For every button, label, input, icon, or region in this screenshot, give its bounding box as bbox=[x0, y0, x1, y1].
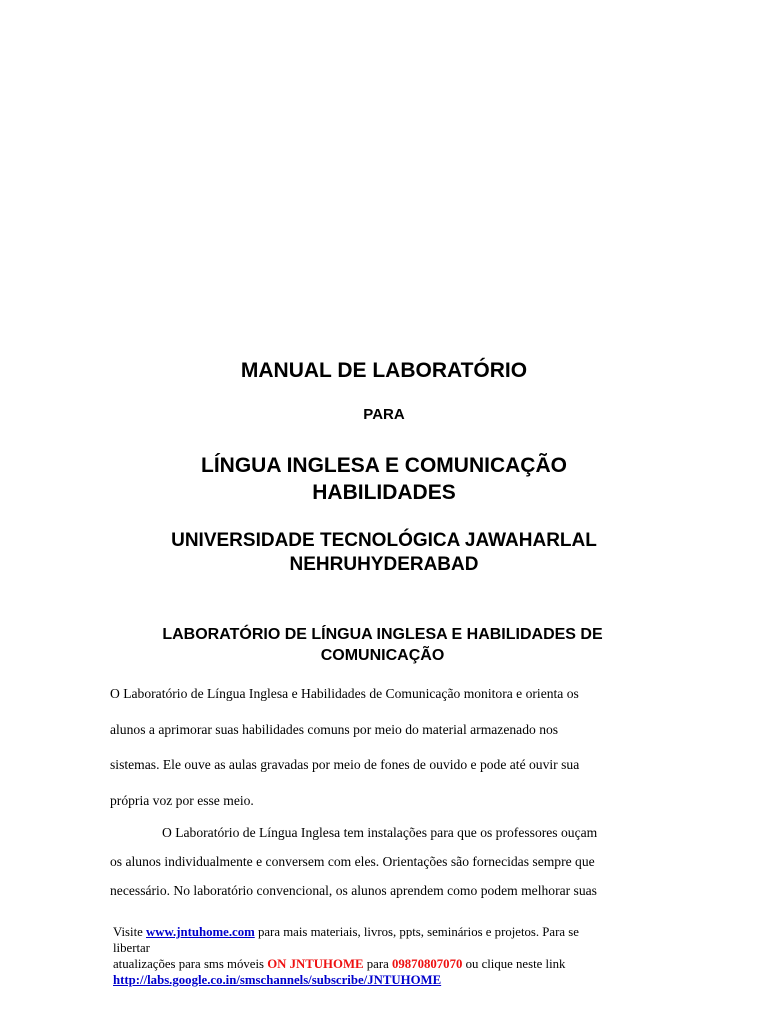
click-text: ou clique neste link bbox=[462, 957, 566, 971]
paragraph-2-line: necessário. No laboratório convencional, os alunos aprendem como podem melhorar suas bbox=[110, 883, 597, 898]
on-jntuhome-text: ON JNTUHOME bbox=[267, 957, 364, 971]
document-title: MANUAL DE LABORATÓRIO bbox=[240, 359, 528, 382]
university-line-2: NEHRUHYDERABAD bbox=[289, 554, 479, 575]
footer-line-1 bbox=[113, 924, 633, 940]
footer-line-2: libertar bbox=[113, 941, 150, 955]
para-word: para bbox=[363, 957, 392, 971]
visit-prefix: Visite bbox=[113, 925, 146, 939]
subject-heading bbox=[0, 452, 768, 506]
footer-line-3 bbox=[113, 956, 633, 972]
section-heading-line-1: LABORATÓRIO DE LÍNGUA INGLESA E HABILIDADES DE bbox=[162, 626, 603, 643]
university-heading bbox=[0, 529, 768, 577]
phone-number: 09870807070 bbox=[391, 957, 463, 971]
visit-suffix: para mais materiais, livros, ppts, seminários e projetos. Para se bbox=[254, 925, 579, 939]
footer-line-4 bbox=[113, 972, 633, 988]
paragraph-2-line: O Laboratório de Língua Inglesa tem instalações para que os professores ouçam bbox=[162, 825, 598, 840]
para-label: PARA bbox=[363, 406, 405, 423]
university-line-1: UNIVERSIDADE TECNOLÓGICA JAWAHARLAL bbox=[171, 530, 597, 551]
section-heading bbox=[110, 624, 655, 666]
updates-prefix: atualizações para sms móveis bbox=[113, 957, 268, 971]
subject-line-1: LÍNGUA INGLESA E COMUNICAÇÃO bbox=[201, 454, 567, 477]
section-heading-line-2: COMUNICAÇÃO bbox=[320, 647, 445, 664]
paragraph-1 bbox=[110, 676, 655, 818]
site-link[interactable]: www.jntuhome.com bbox=[146, 925, 255, 939]
paragraph-2-line: os alunos individualmente e conversem com eles. Orientações são fornecidas sempre que bbox=[110, 854, 595, 869]
paragraph-2 bbox=[110, 818, 655, 905]
subscribe-link[interactable]: http://labs.google.co.in/smschannels/subscribe/JNTUHOME bbox=[113, 973, 442, 987]
paragraph-1-line: própria voz por esse meio. bbox=[110, 792, 254, 808]
paragraph-1-line: alunos a aprimorar suas habilidades comuns por meio do material armazenado nos bbox=[110, 721, 559, 737]
footer-notice bbox=[113, 924, 633, 988]
paragraph-1-line: sistemas. Ele ouve as aulas gravadas por meio de fones de ouvido e pode até ouvir sua bbox=[110, 757, 580, 772]
paragraph-1-line: O Laboratório de Língua Inglesa e Habilidades de Comunicação monitora e orienta os bbox=[110, 686, 579, 701]
subject-line-2: HABILIDADES bbox=[312, 481, 456, 504]
